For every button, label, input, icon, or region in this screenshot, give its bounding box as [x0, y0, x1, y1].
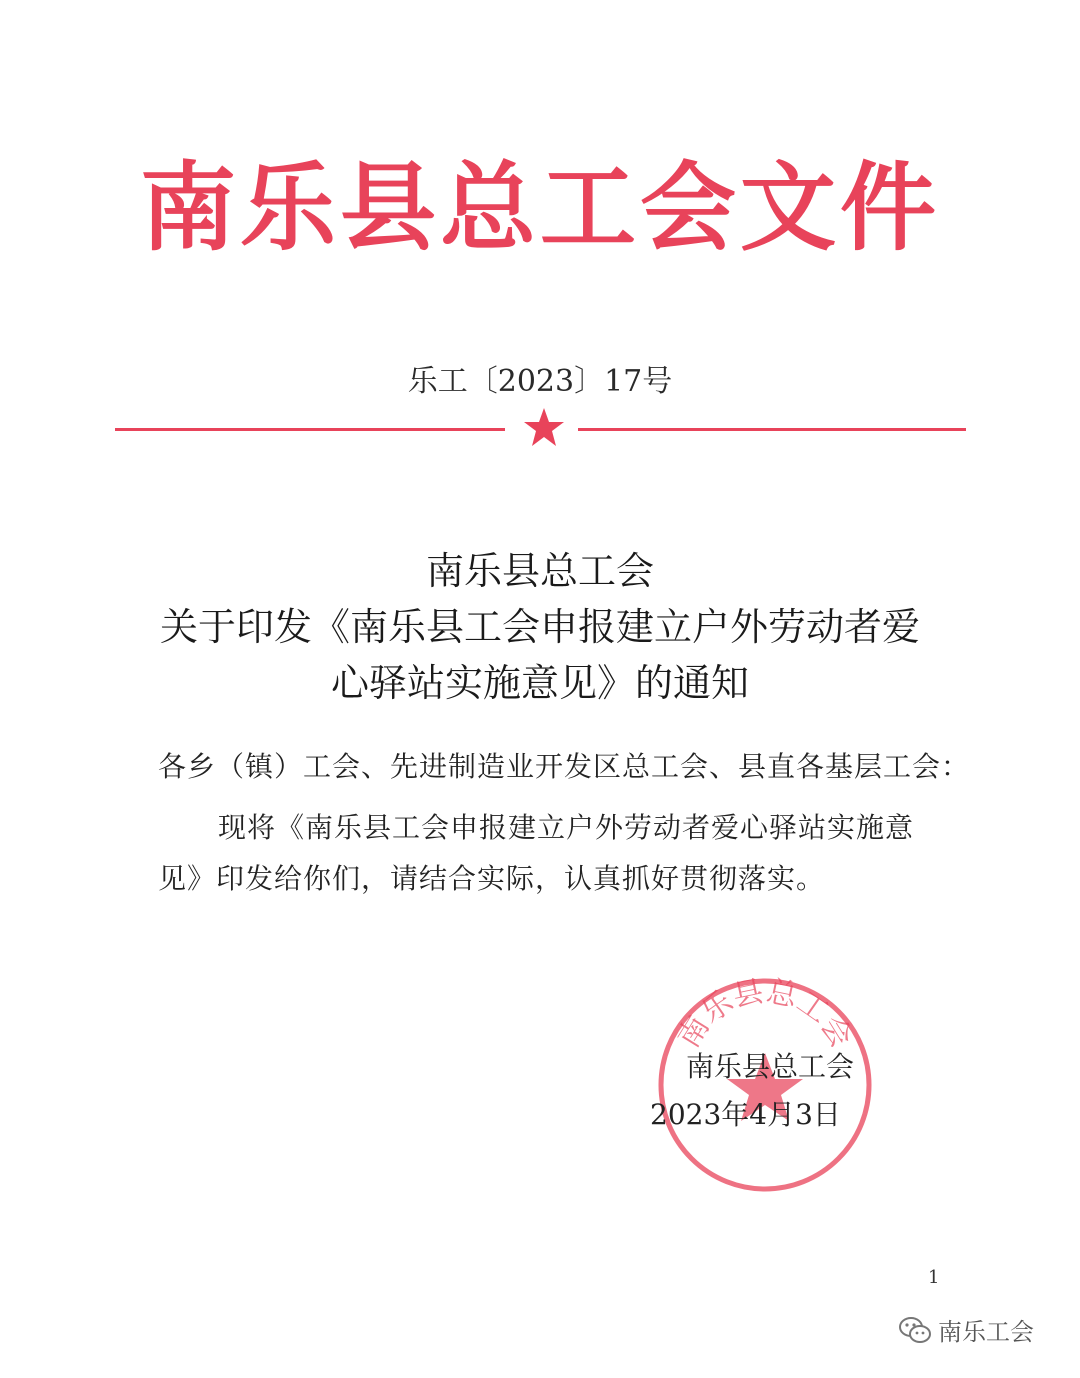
salutation: 各乡（镇）工会、先进制造业开发区总工会、县直各基层工会：: [158, 750, 971, 783]
notice-title-line1: 南乐县总工会: [425, 549, 654, 593]
wechat-icon: [898, 1315, 932, 1345]
paragraph-line1: 现将《南乐县工会申报建立户外劳动者爱心驿站实施意: [218, 811, 915, 844]
header-rule-left: [115, 428, 505, 431]
notice-title-line2: 关于印发《南乐县工会申报建立户外劳动者爱: [159, 605, 920, 649]
paragraph-line2: 见》印发给你们，请结合实际，认真抓好贯彻落实。: [158, 862, 826, 895]
svg-text:南乐县总工会: [671, 975, 859, 1054]
star-icon: [522, 406, 566, 450]
watermark-text: 南乐工会: [938, 1318, 1034, 1346]
notice-title-line3: 心驿站实施意见》的通知: [330, 661, 749, 705]
watermark: [898, 1312, 1034, 1347]
signature-date: 2023年4月3日: [650, 1098, 841, 1131]
document-header-title: 南乐县总工会文件: [140, 151, 940, 264]
header-rule-right: [578, 428, 966, 431]
page-number: 1: [928, 1267, 940, 1288]
document-number: 乐工〔2023〕17号: [407, 364, 673, 399]
official-seal: [655, 975, 875, 1195]
seal-text: 南乐县总工会: [671, 975, 859, 1054]
signature-organization: 南乐县总工会: [686, 1050, 855, 1083]
